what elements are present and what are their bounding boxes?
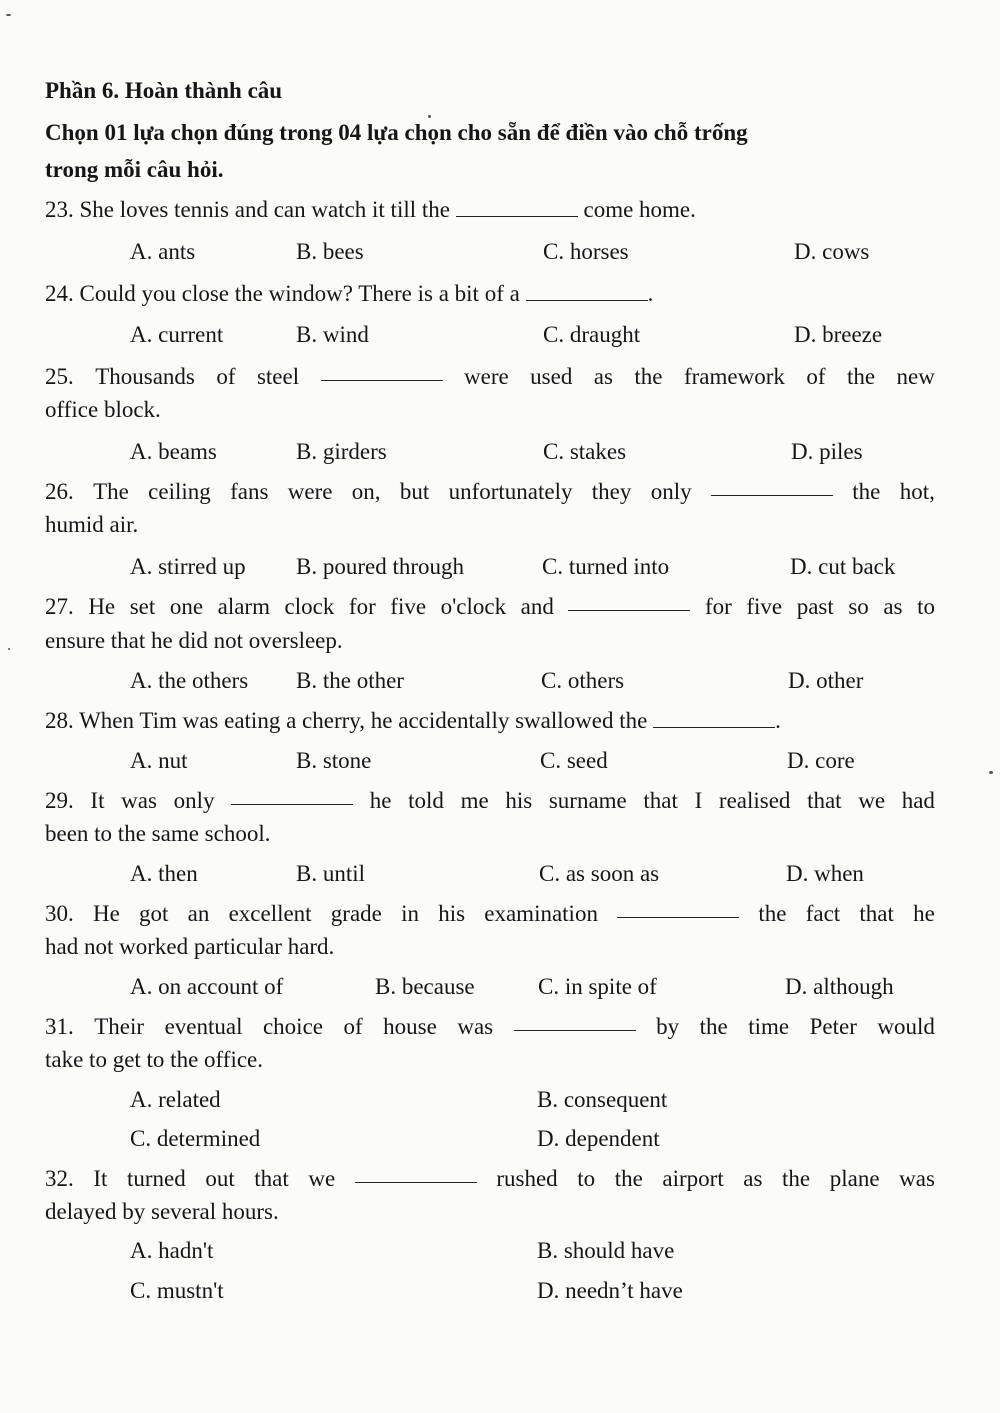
question-text-end: . [775,708,781,733]
word: set [129,594,156,619]
answer-blank [514,1012,636,1031]
word: the [699,1014,728,1039]
word: that [254,1166,289,1191]
word: were [464,364,509,389]
word: 25. [45,364,74,389]
word: 30. [45,901,74,926]
word: was [899,1166,935,1191]
word: grade [330,901,382,926]
word: plane [829,1166,880,1191]
answer-blank [456,198,578,217]
word: out [205,1166,235,1191]
question-30 [45,899,935,929]
answer-blank [526,282,648,301]
question-26-continued: humid air. [45,512,139,537]
answer-blank [355,1164,477,1183]
option-a: A. related [130,1087,221,1112]
answer-blank [653,709,775,728]
word: of [216,364,236,389]
word: but [399,479,430,504]
option-b: B. should have [537,1238,675,1263]
question-29-continued: been to the same school. [45,821,271,846]
answer-blank [321,362,443,381]
word: Peter [809,1014,857,1039]
word: one [169,594,204,619]
question-29 [45,786,935,816]
option-c: C. horses [543,239,629,264]
word: alarm [217,594,270,619]
word: 26. [45,479,74,504]
word: house [383,1014,437,1039]
word: for [348,594,376,619]
option-b: B. consequent [537,1087,668,1112]
word: ceiling [148,479,211,504]
option-d: D. breeze [794,322,883,347]
word: only [173,788,215,813]
word: It [93,1166,108,1191]
option-c: C. as soon as [539,861,660,886]
word: realised [718,788,791,813]
word: past [796,594,834,619]
word: fans [230,479,269,504]
option-a: A. ants [130,239,196,264]
word: unfortunately [448,479,573,504]
word: the [782,1166,811,1191]
word: were [287,479,333,504]
question-text-end: . [647,281,654,306]
option-b: B. girders [296,439,387,464]
word: to [917,594,935,619]
word: He [88,594,116,619]
option-d: D. dependent [537,1126,660,1151]
word: me [460,788,489,813]
question-25 [45,362,935,392]
question-26 [45,477,935,507]
word: 32. [45,1166,74,1191]
word: He [92,901,120,926]
word: I [694,788,703,813]
word: was [457,1014,494,1039]
word: of [343,1014,363,1039]
question-27-continued: ensure that he did not oversleep. [45,628,343,653]
word: excellent [228,901,312,926]
option-c: C. others [541,668,625,693]
option-c: C. determined [130,1126,261,1151]
word: as [883,594,903,619]
option-d: D. needn’t have [537,1278,683,1303]
word: o'clock [440,594,507,619]
question-30-continued: had not worked particular hard. [45,934,335,959]
word: steel [256,364,300,389]
word: got [139,901,169,926]
option-b: B. poured through [296,554,465,579]
scan-speck [8,648,10,650]
word: used [530,364,573,389]
option-d: D. cows [794,239,870,264]
option-c: C. stakes [543,439,627,464]
scan-speck [989,771,993,774]
option-d: D. piles [791,439,863,464]
scan-speck [428,115,431,118]
option-d: D. other [788,668,864,693]
word: fact [805,901,841,926]
word: that [807,788,842,813]
option-d: D. when [786,861,864,886]
word: five [390,594,427,619]
option-a: A. on account of [130,974,284,999]
word: we [308,1166,336,1191]
word: told [408,788,444,813]
word: had [901,788,935,813]
question-31 [45,1012,935,1042]
word: of [806,364,826,389]
word: the [852,479,881,504]
word: as [743,1166,763,1191]
question-text: 28. When Tim was eating a cherry, he accidentally swallowed the [45,708,648,733]
question-text-end: come home. [583,197,696,222]
word: the [614,1166,643,1191]
word: and [520,594,554,619]
word: eventual [164,1014,243,1039]
question-24 [45,279,935,309]
option-b: B. bees [296,239,364,264]
option-a: A. current [130,322,224,347]
option-c: C. in spite of [538,974,657,999]
word: surname [548,788,627,813]
word: examination [484,901,598,926]
option-a: A. beams [130,439,217,464]
section-title: Phần 6. Hoàn thành câu [45,78,283,103]
question-27 [45,592,935,622]
option-b: B. until [296,861,366,886]
word: would [877,1014,935,1039]
word: his [505,788,533,813]
word: Thousands [95,364,195,389]
question-text: 24. Could you close the window? There is a bit of a [45,281,520,306]
option-c: C. draught [543,322,641,347]
word: the [846,364,876,389]
question-text: 23. She loves tennis and can watch it till the [45,197,450,222]
option-b: B. because [375,974,475,999]
word: framework [683,364,785,389]
question-25-continued: office block. [45,397,161,422]
word: to [577,1166,596,1191]
word: the [634,364,663,389]
word: airport [662,1166,724,1191]
word: his [438,901,466,926]
word: we [858,788,886,813]
option-a: A. stirred up [130,554,246,579]
instruction-line-1: Chọn 01 lựa chọn đúng trong 04 lựa chọn cho sẵn để điền vào chỗ trống [45,120,748,145]
word: hot, [899,479,935,504]
word: an [187,901,210,926]
instruction-line-2: trong mỗi câu hỏi. [45,157,224,182]
question-31-continued: take to get to the office. [45,1047,263,1072]
word: that [643,788,678,813]
option-a: A. the others [130,668,249,693]
word: time [748,1014,790,1039]
word: they [591,479,632,504]
option-b: B. wind [296,322,369,347]
option-b: B. stone [296,748,372,773]
word: on, [351,479,381,504]
option-d: D. core [787,748,855,773]
word: 29. [45,788,74,813]
word: turned [126,1166,186,1191]
word: It [90,788,105,813]
word: choice [262,1014,323,1039]
word: so [848,594,869,619]
question-32-continued: delayed by several hours. [45,1199,279,1224]
word: he [369,788,392,813]
word: for [704,594,732,619]
word: rushed [496,1166,558,1191]
word: was [121,788,157,813]
word: The [93,479,129,504]
option-c: C. mustn't [130,1278,224,1303]
answer-blank [711,477,833,496]
option-b: B. the other [296,668,404,693]
option-c: C. seed [540,748,608,773]
word: new [896,364,935,389]
scan-speck [6,14,11,16]
word: Their [94,1014,145,1039]
question-28 [45,706,935,736]
option-d: D. cut back [790,554,896,579]
answer-blank [617,899,739,918]
option-c: C. turned into [542,554,670,579]
word: only [650,479,692,504]
option-a: A. hadn't [130,1238,214,1263]
answer-blank [568,592,690,611]
option-d: D. although [785,974,894,999]
word: in [401,901,419,926]
word: 31. [45,1014,74,1039]
word: he [913,901,935,926]
word: the [758,901,787,926]
word: clock [284,594,335,619]
word: as [593,364,613,389]
question-32 [45,1164,935,1194]
option-a: A. then [130,861,198,886]
question-23 [45,195,935,225]
word: by [656,1014,680,1039]
word: five [746,594,783,619]
word: 27. [45,594,74,619]
word: that [859,901,894,926]
option-a: A. nut [130,748,188,773]
answer-blank [231,786,353,805]
